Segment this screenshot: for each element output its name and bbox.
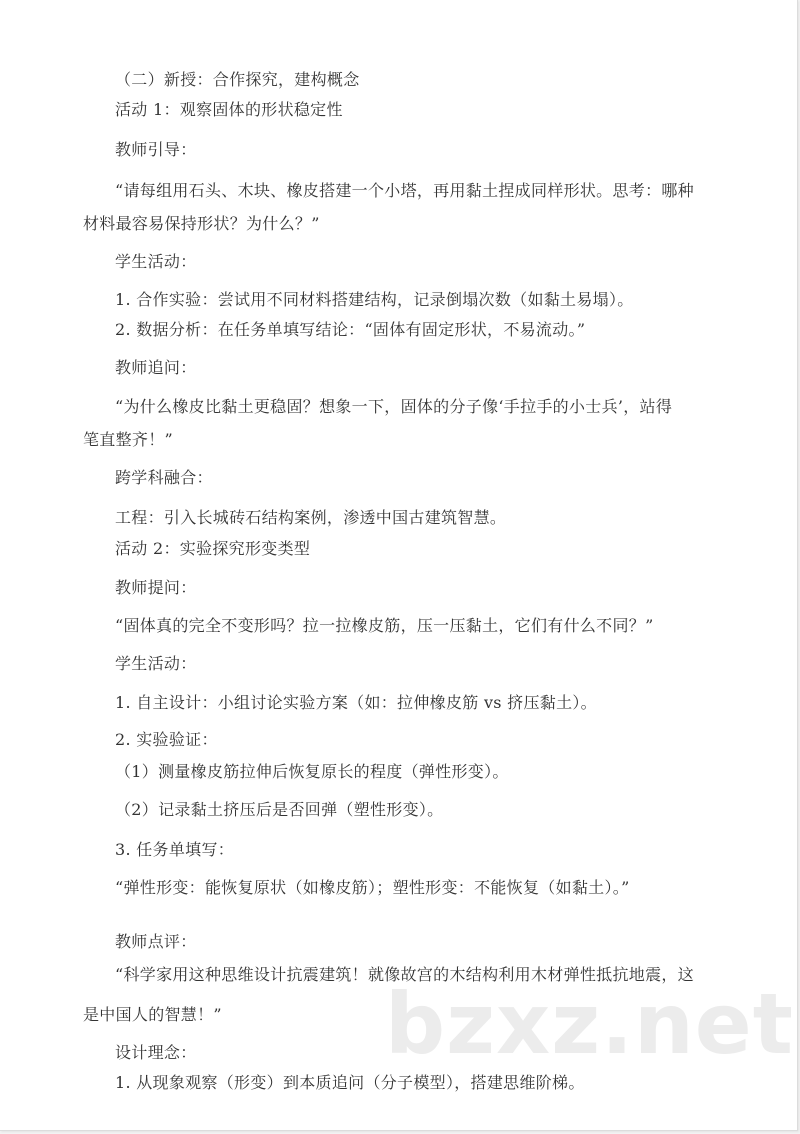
student-activity-label-2: 学生活动： (115, 654, 197, 673)
design-concept-label: 设计理念： (115, 1043, 197, 1062)
teacher-guide-quote: “请每组用石头、木块、橡皮搭建一个小塔，再用黏土捏成同样形状。思考：哪种 (115, 181, 694, 200)
experiment-sub-1: （1）测量橡皮筋拉伸后恢复原长的程度（弹性形变）。 (115, 762, 509, 781)
student-activity-label: 学生活动： (115, 252, 197, 271)
experiment-verify-step: 2. 实验验证： (115, 730, 218, 749)
teacher-followup-quote-cont: 笔直整齐！” (83, 430, 173, 449)
student-step-2: 2. 数据分析：在任务单填写结论：“固体有固定形状，不易流动。” (115, 320, 586, 339)
teacher-comment-quote-cont: 是中国人的智慧！” (83, 1005, 222, 1024)
design-concept-item-1: 1. 从现象观察（形变）到本质追问（分子模型），搭建思维阶梯。 (115, 1073, 585, 1092)
activity-1-heading: 活动 1：观察固体的形状稳定性 (115, 100, 343, 119)
watermark: bzxz.net (385, 975, 794, 1073)
teacher-question-quote: “固体真的完全不变形吗？拉一拉橡皮筋，压一压黏土，它们有什么不同？” (115, 616, 654, 635)
student-step-1: 1. 合作实验：尝试用不同材料搭建结构，记录倒塌次数（如黏土易塌）。 (115, 290, 634, 309)
task-sheet-quote: “弹性形变：能恢复原状（如橡皮筋）；塑性形变：不能恢复（如黏土）。” (115, 878, 630, 897)
section-heading: （二）新授：合作探究，建构概念 (115, 70, 360, 89)
self-design-step: 1. 自主设计：小组讨论实验方案（如：拉伸橡皮筋 vs 挤压黏土）。 (115, 693, 597, 712)
teacher-question-label: 教师提问： (115, 578, 197, 597)
activity-2-heading: 活动 2：实验探究形变类型 (115, 539, 311, 558)
teacher-comment-quote: “科学家用这种思维设计抗震建筑！就像故宫的木结构利用木材弹性抵抗地震，这 (115, 965, 694, 984)
teacher-followup-quote: “为什么橡皮比黏土更稳固？想象一下，固体的分子像‘手拉手的小士兵’，站得 (115, 397, 673, 416)
engineering-note: 工程：引入长城砖石结构案例，渗透中国古建筑智慧。 (115, 508, 507, 527)
teacher-comment-label: 教师点评： (115, 932, 197, 951)
experiment-sub-2: （2）记录黏土挤压后是否回弹（塑性形变）。 (115, 800, 444, 819)
task-sheet-step: 3. 任务单填写： (115, 840, 235, 859)
teacher-guide-quote-cont: 材料最容易保持形状？为什么？” (83, 214, 320, 233)
interdisciplinary-label: 跨学科融合： (115, 468, 213, 487)
teacher-guide-label: 教师引导： (115, 140, 197, 159)
teacher-followup-label: 教师追问： (115, 358, 197, 377)
